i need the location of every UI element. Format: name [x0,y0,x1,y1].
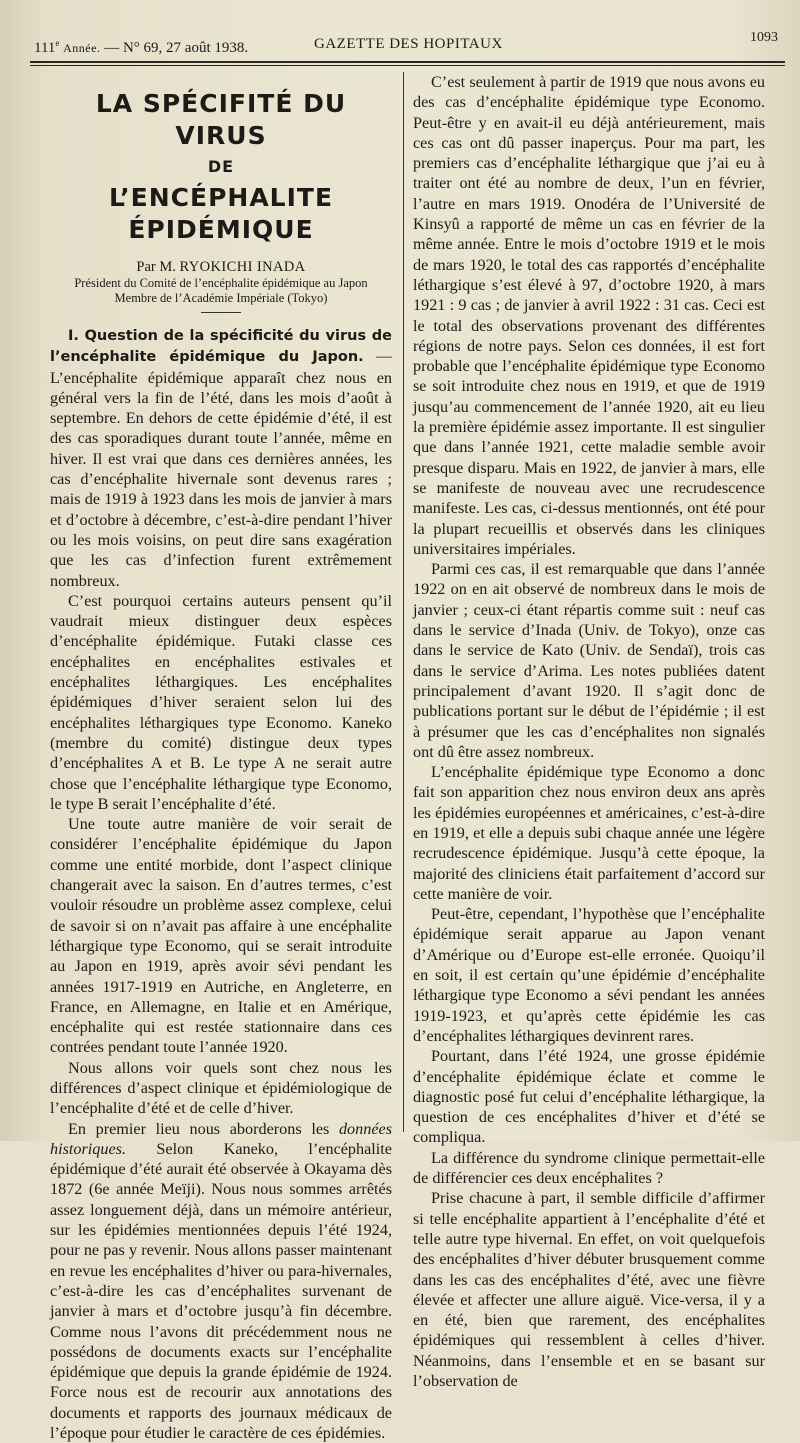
article-title-line-2: DE [207,157,235,176]
issue-date: — N° 69, 27 août 1938. [104,40,249,56]
paragraph: C’est pourquoi certains auteurs pensent qu’il vaudrait mieux distinguer deux espèces d’encéphalite épidémique. Futaki classe ces encéphalites en encéphalites estivales et encéphalites léthargiques. Les encéphalites épidémiques d’hiver seraient selon lui des encéphalites léthargiques type Economo. Kaneko (membre du comité) distingue deux types d’encéphalites A et B. Le type A ne serait autre chose que l’encéphalite léthargique type Economo, le type B serait l’encéphalite d’été. [50,591,392,813]
paragraph: La différence du syndrome clinique permettait-elle de différencier ces deux encéphalites ? [413,1148,765,1188]
issue-info [34,38,248,57]
paragraph [50,325,392,591]
paragraph: Parmi ces cas, il est remarquable que dans l’année 1922 on en ait observé de nombreux dans le mois de janvier ; ceux-ci étant répartis comme suit : neuf cas dans le service d’Inada (Univ. de Tokyo), onze cas dans le service de Kato (Univ. de Sendaï), trois cas dans le service d’Arima. Les notes publiées datent principalement d’avant 1920. Il s’agit donc de publications portant sur le début de l’épidémie ; il est à présumer que les cas d’encéphalites non signalés ont dû être assez nombreux. [413,560,765,761]
right-column [413,72,765,1391]
paragraph: Peut-être, cependant, l’hypothèse que l’encéphalite épidémique serait apparue au Japon venant d’Amérique ou d’Europe est-elle erronée. Quoiqu’il en soit, il est certain qu’une épidémie d’encéphalite léthargique type Economo a sévi pendant les années 1919-1923, et qu’après cette épidémie les cas d’encéphalites léthargiques devinrent rares. [413,905,765,1045]
paragraph: Une toute autre manière de voir serait de considérer l’encéphalite épidémique du Japon comme une entité morbide, dont l’aspect clinique changerait avec la saison. En d’autres termes, c’est vouloir résoudre un problème assez complexe, celui de savoir si on n’avait pas affaire à une encéphalite léthargique type Economo, qui se serait introduite au Japon en 1919, après avoir sévi pendant les années 1917-1919 en Autriche, en Angleterre, en France, en Allemagne, en Italie et en Amérique, encéphalite qui est restée stationnaire dans ces contrées pendant toute l’année 1920. [50,815,392,1057]
left-column [50,70,392,1443]
header-rule-thick [30,61,785,63]
journal-name: GAZETTE DES HOPITAUX [314,36,503,52]
paragraph: C’est seulement à partir de 1919 que nous avons eu des cas d’encéphalite épidémique type Economo. Peut-être y en avait-il eu déjà antérieurement, mais ces cas ont dû passer inaperçus. Pour ma part, les premiers cas d’encéphalite léthargique que j’ai eu à traiter ont été au nombre de deux, l’un en février, l’autre en mars 1919. Onodéra de l’Université de Kinsyû a rapporté de même un cas en février de la même année. Entre le mois d’octobre 1919 et le mois de mars 1920, le total des cas rapportés d’encéphalite léthargique s’est élevé à 97, d’octobre 1920, à mars 1921 : 9 cas ; de janvier à avril 1922 : 31 cas. Ceci est le total des observations provenant des différentes régions de notre pays. Selon ces données, il est fort probable que l’encéphalite épidémique type Economo se soit introduite chez nous en 1919, et que de 1919 jusqu’au commencement de l’année 1920, ait eu lieu la première épidémie assez importante. Il est singulier que dans l’année 1921, cette maladie semble avoir presque disparu. Mais en 1922, de janvier à mars, elle se manifeste de nouveau avec une recrudescence manifeste. Les cas, ci-dessus mentionnés, ont été pour la plupart recueillis et observés dans les cliniques universitaires impériales. [413,73,765,558]
paragraph-text: En premier lieu nous aborderons les [68,1119,339,1138]
title-separator [201,312,241,313]
paragraph-text: Selon Kaneko, l’encéphalite épidémique d’été aurait été observée à Okayama dès 1872 (6e année Meïji). Nous nous sommes arrêtés assez longuement déjà, dans un mémoire antérieur, sur les épidémies mentionnées depuis l’été 1924, pour ne pas y revenir. Nous allons passer maintenant en revue les encéphalites d’hiver ou para-hivernales, c’est-à-dire les cas d’encéphalites survenant de janvier à mars et d’octobre jusqu’à fin décembre. Comme nous l’avons dit précédemment nous ne possédons de documents exacts sur l’encéphalite épidémique que depuis la grande épidémie de 1924. Force nous est de recourir aux annotations des documents et rapports des journaux médicaux de l’époque pour étudier le caractère de ces épidémies. [50,1139,392,1443]
paragraph-text: — L’encéphalite épidémique apparaît chez nous en général vers la fin de l’été, dans les mois d’août à septembre. En dehors de cette épidémie d’été, il est des cas sporadiques durant toute l’année, même en hiver. Il est vrai que dans ces dernières années, les cas d’encéphalite hivernale sont devenus rares ; mais de 1919 à 1923 dans les mois de janvier à mars et d’octobre à décembre, c’est-à-dire pendant l’hiver ou les mois voisins, on peut dire sans exagération que les cas d’infection furent extrêmement nombreux. [50,347,392,590]
author-affiliation-1: Président du Comité de l’encéphalite épidémique au Japon [74,276,368,290]
emphasis: données historiques. [50,1119,392,1158]
paragraph: L’encéphalite épidémique type Economo a donc fait son apparition chez nous environ deux ans après les épidémies européennes et américaines, c’est-à-dire en 1919, et elle a depuis subi chaque année une légère recrudescence épidémique. Jusqu’à cette époque, la majorité des cliniciens était parfaitement d’accord sur cette manière de voir. [413,763,765,903]
issue-volume: 111 [34,40,56,56]
paragraph: Nous allons voir quels sont chez nous les différences d’aspect clinique et épidémiologique de l’encéphalite d’été et de celle d’hiver. [50,1058,392,1118]
article-title-line-1: LA SPÉCIFITÉ DU VIRUS [95,89,347,150]
header-rule-thin [30,65,785,66]
author-affiliation-2: Membre de l’Académie Impériale (Tokyo) [114,291,328,305]
article-title-line-3: L’ENCÉPHALITE ÉPIDÉMIQUE [108,183,334,244]
author-line [50,258,392,276]
paragraph: Prise chacune à part, il semble difficile d’affirmer si telle encéphalite appartient à l’encéphalite d’été et telle autre type hivernal. En effet, on voit quelquefois des encéphalites d’hiver débuter brusquement comme dans les cas des encéphalites d’été, avec une fièvre élevée et affecter une allure aiguë. Vice-versa, il y a en été, bien que rarement, des encéphalites épidémiques qui ressemblent à celles d’hiver. Néanmoins, dans l’ensemble et en se basant sur l’observation de [413,1189,765,1390]
running-header [34,30,782,58]
page-number: 1093 [750,30,778,45]
issue-word: Année. [63,41,101,55]
section-heading: I. Question de la spécificité du virus de l’encéphalite épidémique du Japon. [50,328,392,366]
author-by: Par M. [136,259,176,275]
paragraph [50,1119,392,1443]
issue-volume-suffix: e [55,38,60,48]
author-name: RYOKICHI INADA [179,259,306,275]
paragraph: Pourtant, dans l’été 1924, une grosse épidémie d’encéphalite épidémique éclate et comme le diagnostic posé fut celui d’encéphalite léthargique, la question de ces encéphalites d’hiver et d’été se compliqua. [413,1047,765,1147]
